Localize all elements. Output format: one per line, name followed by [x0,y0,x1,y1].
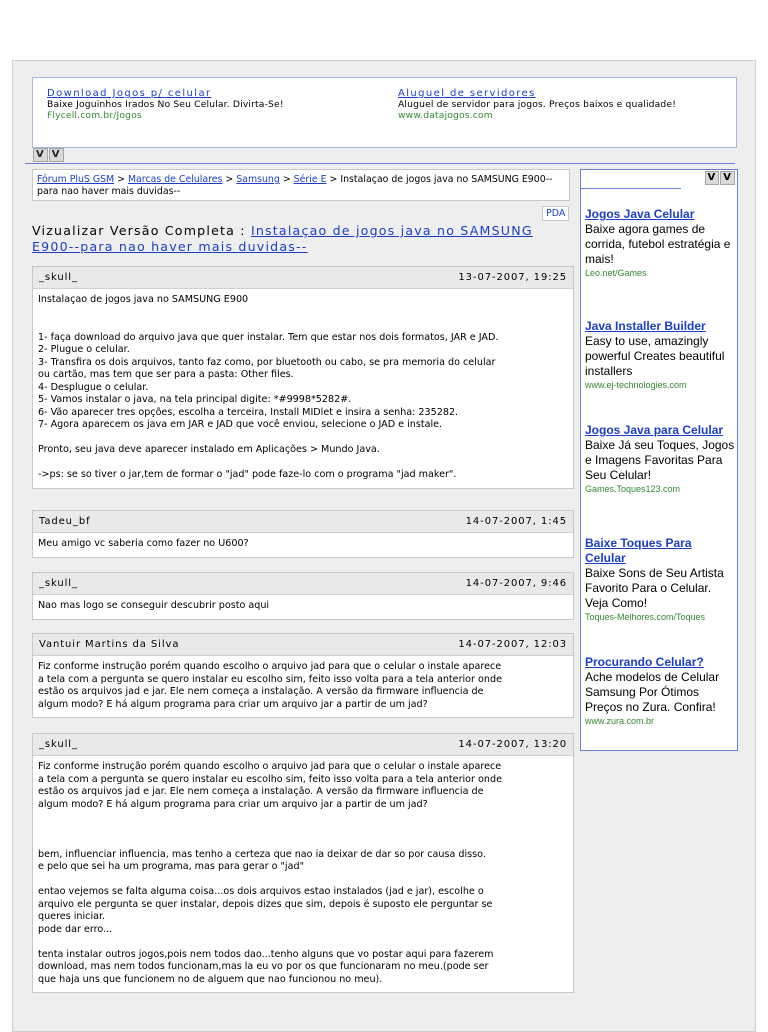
post-blank-line [38,307,568,320]
sidebar-ad-desc: Easy to use, amazingly powerful Creates beautiful installers [585,334,725,378]
sidebar-ad[interactable] [585,536,735,623]
post-body [33,533,573,557]
post-text-line: estão os arquivos jad e jar. Ele nem começa a instalação. A versão da firmware influencia de [38,786,484,797]
breadcrumb [32,169,570,201]
sidebar-ad-desc: Baixe Já seu Toques, Jogos e Imagens Favoritas Para Seu Celular! [585,438,735,482]
sidebar-ad-title[interactable]: Baixe Toques Para Celular [585,536,692,565]
post-text-line: Nao mas logo se conseguir descubrir posto aqui [38,600,270,611]
sidebar-ad-url[interactable]: www.zura.com.br [585,716,655,726]
sidebar-ad-desc: Baixe Sons de Seu Artista Favorito Para o Celular. Veja Como! [585,566,724,610]
post-text-line: Instalaçao de jogos java no SAMSUNG E900 [38,294,249,305]
ad-choice-button[interactable]: V [33,148,48,162]
full-version-prefix: Vizualizar Versão Completa : [32,223,246,238]
sidebar-ad-title[interactable]: Java Installer Builder [585,319,706,333]
post-author: Tadeu_bf [39,516,91,527]
post-text-line: 3- Transfira os dois arquivos, tanto faz como, por bluetooth ou cabo, se pra memoria do celular [38,356,496,368]
sidebar-ad[interactable] [585,655,735,727]
post-header [33,267,573,289]
top-ad-2-url[interactable]: www.datajogos.com [398,110,493,121]
ad-choice-button[interactable]: V [705,171,720,185]
sidebar-ad-title[interactable]: Procurando Celular? [585,655,704,669]
breadcrumb-link-forum[interactable]: Fórum PluS GSM [37,174,115,185]
breadcrumb-separator: > [225,174,234,185]
post-blank-line [38,836,568,849]
post-author: _skull_ [39,578,78,589]
post-text-line: ->ps: se so tiver o jar,tem de formar o "jad" pode faze-lo com o programa "jad maker". [38,469,457,480]
ad-bottom-line [25,163,735,164]
post-text-line: a tela com a pergunta se quero instalar eu escolho sim, feito isso volta para a tela anterior onde [38,673,502,685]
sidebar-ad-desc: Baixe agora games de corrida, futebol estratégia e mais! [585,222,731,266]
full-version-line [32,223,552,255]
sidebar-top-line [581,188,681,189]
page-container [12,60,756,1032]
post-header [33,573,573,595]
post-text-line: download, mas nem todos funcionam,mas la eu vo por os que funcionaram no meu.(pode ser [38,961,489,972]
post-blank-line [38,432,568,445]
post-text-line: tenta instalar outros jogos,pois nem todos dao...tenho alguns que vo postar aqui para fazerem [38,948,494,960]
sidebar-ads [580,169,738,751]
post-body [33,289,573,488]
post-blank-line [38,824,568,837]
post-header [33,734,573,756]
ad-choice-button[interactable]: V [49,148,64,162]
sidebar-ad-url[interactable]: www.ej-technologies.com [585,380,687,390]
post-text-line: pode dar erro... [38,923,113,935]
post-text-line: a tela com a pergunta se quero instalar eu escolho sim, feito isso volta para a tela anterior onde [38,773,502,785]
post-blank-line [38,811,568,824]
post-date: 14-07-2007, 13:20 [458,739,567,750]
sidebar-ad[interactable] [585,423,735,495]
top-ad-1[interactable] [47,88,387,121]
post-author: Vantuir Martins da Silva [39,639,180,650]
post-text-line: algum modo? E há algum programa para criar um arquivo jar a partir de um jad? [38,698,428,710]
ad-choices-side[interactable] [704,171,736,185]
post-text-line: algum modo? E há algum programa para criar um arquivo jar a partir de um jad? [38,798,428,810]
pda-button[interactable]: PDA [542,206,569,221]
breadcrumb-separator: > [282,174,291,185]
post-blank-line [38,457,568,470]
post-text-line: 5- Vamos instalar o java, na tela principal digite: *#9998*5282#. [38,394,352,405]
sidebar-ad-url[interactable]: Toques-Melhores.com/Toques [585,612,706,622]
post-text-line: 4- Desplugue o celular. [38,381,149,393]
post-body [33,595,573,619]
breadcrumb-link-samsung[interactable]: Samsung [236,174,280,185]
post-text-line: 7- Agora aparecem os java em JAR e JAD que você enviou, selecione o JAD e instale. [38,419,443,430]
post-text-line: estão os arquivos jad e jar. Ele nem começa a instalação. A versão da firmware influencia de [38,686,484,697]
top-ad-2-desc: Aluguel de servidor para jogos. Preços baixos e qualidade! [398,99,677,110]
sidebar-ad[interactable] [585,207,735,279]
post-date: 14-07-2007, 9:46 [465,578,567,589]
post-blank-line [38,936,568,949]
post-date: 14-07-2007, 12:03 [458,639,567,650]
post-text-line: 1- faça download do arquivo java que quer instalar. Tem que estar nos dois formatos, JAR e JAD. [38,331,499,343]
forum-post [32,633,574,718]
post-header [33,511,573,533]
breadcrumb-separator: > [329,174,338,185]
post-text-line: ou cartão, mas tem que ser para a pasta: Other files. [38,369,294,380]
forum-post [32,733,574,993]
top-ad-2-title[interactable]: Aluguel de servidores [398,88,536,99]
forum-post [32,572,574,620]
forum-post [32,510,574,558]
sidebar-ad[interactable] [585,319,735,391]
breadcrumb-link-serie-e[interactable]: Série E [293,174,327,185]
post-text-line: 2- Plugue o celular. [38,344,130,355]
breadcrumb-current: Instalaçao de jogos java no SAMSUNG E900--para nao haver mais duvidas-- [37,174,553,197]
breadcrumb-separator: > [117,174,125,185]
post-text-line: Pronto, seu java deve aparecer instalado em Aplicações > Mundo Java. [38,444,380,455]
post-blank-line [38,319,568,332]
top-ad-1-title[interactable]: Download Jogos p/ celular [47,88,212,99]
full-version-link[interactable]: Instalaçao de jogos java no SAMSUNG E900--para nao haver mais duvidas-- [32,223,533,254]
post-text-line: queres iniciar. [38,911,106,922]
post-date: 14-07-2007, 1:45 [465,516,567,527]
sidebar-ad-title[interactable]: Jogos Java Celular [585,207,695,221]
post-blank-line [38,874,568,887]
sidebar-ad-title[interactable]: Jogos Java para Celular [585,423,724,437]
top-ad-1-desc: Baixe Joguinhos Irados No Seu Celular. Divirta-Se! [47,99,284,110]
forum-post [32,266,574,489]
post-text-line: 6- Vão aparecer tres opções, escolha a terceira, Install MIDlet e insira a senha: 235282. [38,406,459,418]
post-body [33,656,573,717]
post-body [33,756,573,992]
post-text-line: Fiz conforme instrução porém quando escolho o arquivo jad para que o celular o instale aparece [38,661,502,672]
ad-choice-button[interactable]: V [720,171,735,185]
ad-choices-top[interactable] [33,148,65,162]
post-header [33,634,573,656]
post-text-line: entao vejemos se falta alguma coisa...os dois arquivos estao instalados (jad e jar), escolhe o [38,886,484,897]
top-ad-2[interactable] [398,88,728,121]
ad-divider [32,147,736,148]
sidebar-ad-url[interactable]: Leo.net/Games [585,268,647,278]
breadcrumb-link-brands[interactable]: Marcas de Celulares [127,174,223,185]
post-text-line: Meu amigo vc saberia como fazer no U600? [38,538,249,549]
post-author: _skull_ [39,272,78,283]
post-text-line: e pelo que sei ha um programa, mas para gerar o "jad" [38,861,304,872]
post-date: 13-07-2007, 19:25 [458,272,567,283]
sidebar-ad-desc: Ache modelos de Celular Samsung Por Ótimos Preços no Zura. Confira! [585,670,720,714]
post-text-line: Fiz conforme instrução porém quando escolho o arquivo jad para que o celular o instale aparece [38,761,502,772]
post-author: _skull_ [39,739,78,750]
sidebar-ad-url[interactable]: Games.Toques123.com [585,484,681,494]
post-text-line: que haja uns que funcionem no de alguem que nao funcionou no meu). [38,973,383,985]
top-ad-1-url[interactable]: Flycell.com.br/Jogos [47,110,142,121]
top-ad-block [32,77,737,148]
post-text-line: arquivo ele pergunta se quer instalar, depois dizes que sim, depois é suposto ele perguntar se [38,898,493,910]
post-text-line: bem, influenciar influencia, mas tenho a certeza que nao ia deixar de dar so por causa disso. [38,848,486,860]
